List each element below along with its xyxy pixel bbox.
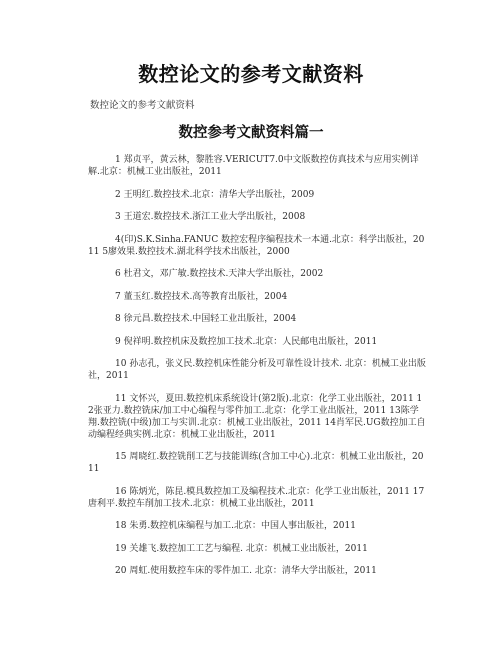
- reference-item: 4(印)S.K.Sinha.FANUC 数控宏程序编程技术一本通.北京：科学出版社，2011 5廖效果.数控技术.湖北科学技术出版社，2000: [88, 234, 425, 257]
- reference-item: 18 朱勇.数控机床编程与加工.北京：中国人事出版社，2011: [115, 521, 356, 531]
- reference-item: 8 徐元昌.数控技术.中国轻工业出版社，2004: [115, 314, 297, 324]
- reference-item: 15 周晓红.数控铣削工艺与技能训练(含加工中心).北京：机械工业出版社，2011: [88, 452, 424, 474]
- reference-item: 19 关雄飞.数控加工工艺与编程. 北京：机械工业出版社，2011: [115, 543, 368, 554]
- document-title: 数控论文的参考文献资料: [138, 62, 364, 86]
- reference-item: 7 董玉红.数控技术.高等教育出版社，2004: [115, 291, 288, 302]
- reference-item: 1 郑贞平，黄云林，黎胜容.VERICUT7.0中文版数控仿真技术与应用实例详解.北京：机械工业出版社，2011: [88, 155, 419, 177]
- document-subtitle: 数控论文的参考文献资料: [90, 100, 195, 111]
- reference-item: 2 王明红.数控技术.北京：清华大学出版社，2009: [115, 189, 315, 200]
- reference-item: 3 王道宏.数控技术.浙江工业大学出版社，2008: [115, 212, 306, 222]
- reference-item: 10 孙志孔，张义民.数控机床性能分析及可靠性设计技术. 北京：机械工业出版社，2011: [88, 359, 426, 381]
- reference-item: 20 周虹.使用数控车床的零件加工. 北京：清华大学出版社，2011: [115, 566, 377, 576]
- reference-item: 11 文怀兴，夏田.数控机床系统设计(第2版).北京：化学工业出版社，2011 12张亚力.数控铣床/加工中心编程与零件加工.北京：化学工业出版社，2011 13陈学翔.数控铣(中级)加工与实训.北京：机械工业出版社，2011 14肖军民.UG数控加工自动编程经典实例.北京：机械工业出版社，2011: [88, 393, 426, 440]
- reference-list: [88, 154, 426, 588]
- section-heading: 数控参考文献资料篇一: [178, 125, 324, 141]
- reference-item: 16 陈炳光，陈昆.模具数控加工及编程技术.北京：化学工业出版社，2011 17唐利平.数控车削加工技术.北京：机械工业出版社，2011: [88, 486, 425, 509]
- reference-item: 9 倪祥明.数控机床及数控加工技术.北京：人民邮电出版社，2011: [115, 336, 378, 347]
- reference-item: 6 杜君文，邓广敏.数控技术.天津大学出版社，2002: [115, 269, 324, 279]
